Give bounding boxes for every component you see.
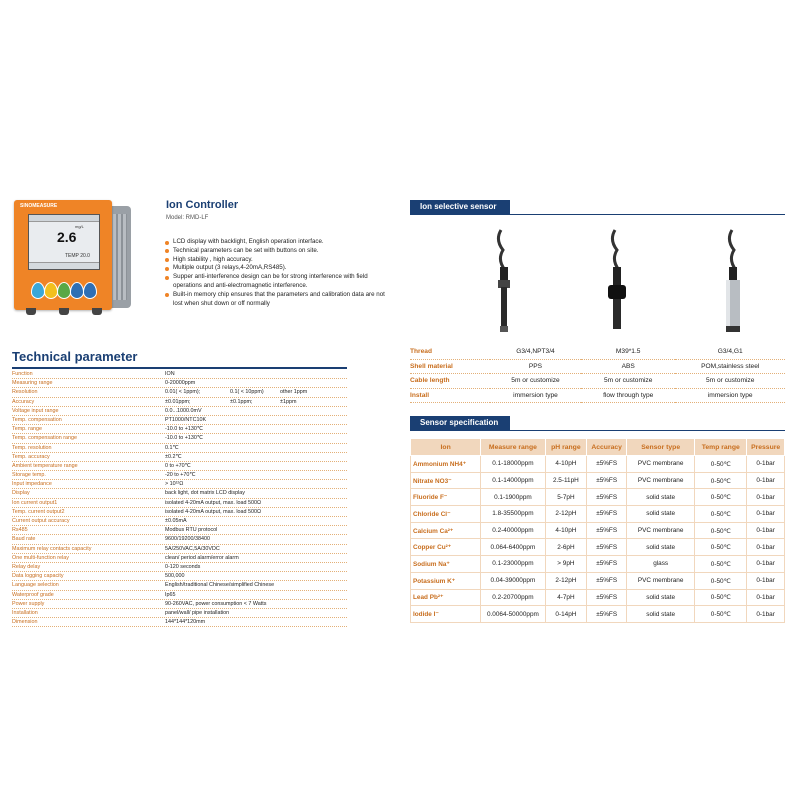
spec-cell: ±5%FS [587,539,627,556]
sensor-value: M39*1.5 [581,345,675,359]
spec-cell: ±5%FS [587,489,627,506]
device-brand: SINOMEASURE [20,203,58,209]
parameter-row [12,554,347,563]
sensor-spec-table [410,438,785,623]
parameter-name: One multi-function relay [12,554,69,561]
spec-cell: 0.04-39000ppm [481,572,545,589]
device-reading: 2.6 [57,229,77,245]
probe-immersion-stainless [726,230,740,332]
parameter-value: 0.0...1000.0mV [165,407,202,414]
spec-cell: 0-50℃ [695,456,747,473]
spec-cell: 0.1-18000ppm [481,456,545,473]
device-side-panel [109,206,131,308]
spec-cell: ±5%FS [587,589,627,606]
spec-cell: > 9pH [545,556,587,573]
spec-ion-name: Calcium Ca²⁺ [411,522,481,539]
parameter-name: Temp. resolution [12,444,52,451]
feature-item: Supper anti-interference design can be for strong interference with field operations and anti-electromagnetic interference. [164,273,394,291]
parameter-name: Temp. compensation [12,416,62,423]
parameter-name: Ion current output1 [12,499,58,506]
parameter-name: Temp. current output2 [12,508,65,515]
parameter-name: Accuracy [12,398,35,405]
parameter-value: 0.1( < 10ppm) [230,389,264,396]
parameter-value: isolated 4-20mA output, max. load 500Ω [165,508,262,515]
parameter-row [12,517,347,526]
spec-cell: PVC membrane [627,472,695,489]
spec-row [411,572,785,589]
parameter-value: -20 to +70℃ [165,472,196,479]
spec-ion-name: Chloride Cl⁻ [411,506,481,523]
spec-cell: 0-14pH [545,606,587,623]
parameter-value: back light, dot matrix LCD display [165,490,245,497]
spec-cell: 0-50℃ [695,472,747,489]
spec-cell: 0-50℃ [695,556,747,573]
parameter-row [12,453,347,462]
spec-cell: ±5%FS [587,556,627,573]
sensor-section-title: Ion selective sensor [410,200,510,214]
parameter-row [12,508,347,517]
parameter-value: ±0.05mA [165,518,187,524]
parameter-row [12,434,347,443]
parameter-row [12,609,347,618]
sensor-value: G3/4,NPT3/4 [490,345,581,359]
parameter-name: Temp. compensation range [12,435,78,442]
parameter-name: Temp. accuracy [12,453,50,460]
parameter-value: isolated 4-20mA output, max. load 500Ω [165,499,262,506]
spec-cell: 0.0064-50000ppm [481,606,545,623]
parameter-row [12,535,347,544]
spec-cell: ±5%FS [587,522,627,539]
spec-cell: 2-6pH [545,539,587,556]
parameter-row [12,425,347,434]
device-button-5 [83,282,97,299]
spec-cell: 0-50℃ [695,489,747,506]
sensor-value: 5m or customize [675,374,785,389]
spec-cell: solid state [627,539,695,556]
feature-item: LCD display with backlight, English operation interface. [164,238,394,247]
controller-device-image [14,200,132,315]
spec-column-header: pH range [545,439,587,456]
parameter-row [12,462,347,471]
parameter-name: Input impedance [12,481,52,488]
parameter-name: Display [12,490,30,497]
parameter-row [12,407,347,416]
parameter-row [12,480,347,489]
spec-cell: 0-1bar [747,489,785,506]
spec-cell: ±5%FS [587,506,627,523]
parameter-value: -10.0 to +130℃ [165,435,203,442]
parameter-name: Ambient temperature range [12,462,78,469]
spec-cell: PVC membrane [627,522,695,539]
spec-ion-name: Sodium Na⁺ [411,556,481,573]
spec-row [411,472,785,489]
spec-cell: 5-7pH [545,489,587,506]
spec-cell: glass [627,556,695,573]
parameter-row [12,563,347,572]
parameter-row [12,581,347,590]
parameter-name: Function [12,371,33,377]
sensor-row [410,374,785,389]
parameter-name: Measuring range [12,380,53,387]
sensor-probes-image [410,222,785,342]
spec-cell: solid state [627,606,695,623]
parameter-value: > 10¹²Ω [165,481,184,488]
parameter-name: Current output accuracy [12,518,70,524]
parameter-value: ION [165,371,175,377]
device-reading-unit: mg/L [75,224,84,229]
feature-item: High stability , high accuracy. [164,256,394,265]
parameter-value: 0 to +70℃ [165,462,191,469]
parameter-name: Baud rate [12,536,36,543]
spec-cell: PVC membrane [627,572,695,589]
parameter-value: 5A/250VAC,5A/30VDC [165,545,220,552]
parameter-value: other 1ppm [280,389,308,396]
spec-ion-name: Nitrate NO3⁻ [411,472,481,489]
spec-cell: 2-12pH [545,506,587,523]
parameter-value: English/traditional Chinese/simplified Chinese [165,582,275,589]
spec-row [411,606,785,623]
spec-row [411,456,785,473]
sensor-value: flow through type [581,388,675,403]
sensor-attribute: Install [410,388,490,403]
parameter-name: Relay delay [12,563,41,570]
parameter-value: clean/ period alarm/error alarm [165,554,239,561]
sensor-value: 5m or customize [490,374,581,389]
spec-column-header: Temp range [695,439,747,456]
parameter-row [12,618,347,627]
spec-ion-name: Ammonium NH4⁺ [411,456,481,473]
spec-cell: solid state [627,506,695,523]
technical-parameter-title: Technical parameter [12,349,138,364]
parameter-name: Waterproof grade [12,591,54,598]
sensor-value: 5m or customize [581,374,675,389]
spec-ion-name: Fluoride F⁻ [411,489,481,506]
spec-cell: 4-10pH [545,522,587,539]
spec-cell: 0-1bar [747,572,785,589]
parameter-value: 0.1℃ [165,444,179,451]
parameter-row [12,388,347,397]
spec-row [411,506,785,523]
parameter-value: 0.01( < 1ppm); [165,389,201,396]
probe-flow-through-abs [608,230,626,329]
sensor-value: immersion type [490,388,581,403]
device-lcd-screen [28,214,100,270]
sensor-attribute: Shell material [410,359,490,374]
sensor-value: ABS [581,359,675,374]
spec-cell: 0-1bar [747,539,785,556]
parameter-name: Resolution [12,389,38,396]
feature-item: Technical parameters can be set with buttons on site. [164,247,394,256]
sensor-attribute: Cable length [410,374,490,389]
parameter-row [12,600,347,609]
parameter-value: 0-120 seconds [165,563,201,570]
parameter-row [12,526,347,535]
device-cable-gland [26,308,36,315]
parameter-value: -10.0 to +130℃ [165,426,203,433]
spec-cell: 0-1bar [747,456,785,473]
spec-cell: 0.2-20700ppm [481,589,545,606]
spec-cell: 0-50℃ [695,506,747,523]
device-cable-gland [92,308,102,315]
spec-cell: 2-12pH [545,572,587,589]
sensor-value: immersion type [675,388,785,403]
parameter-row [12,444,347,453]
parameter-name: Maximum relay contacts capacity [12,545,92,552]
sensor-row [410,359,785,374]
parameter-value: ±0.2℃ [165,453,182,460]
parameter-name: Storage temp. [12,472,46,479]
spec-cell: 0.064-6400ppm [481,539,545,556]
technical-parameter-table [12,370,347,627]
feature-item: Built-in memory chip ensures that the parameters and calibration data are not lost when shut down or off normally [164,291,394,309]
spec-ion-name: Lead Pb²⁺ [411,589,481,606]
parameter-row [12,499,347,508]
feature-item: Multiple output (3 relays,4-20mA,RS485). [164,264,394,273]
sensor-row [410,388,785,403]
device-button-2 [44,282,58,299]
sensor-value: POM,stainless steel [675,359,785,374]
spec-row [411,589,785,606]
spec-header-row [411,439,785,456]
spec-cell: 0.1-1900ppm [481,489,545,506]
feature-list [164,238,394,308]
spec-cell: 0-50℃ [695,589,747,606]
spec-cell: 0-1bar [747,472,785,489]
device-button-1 [31,282,45,299]
spec-row [411,539,785,556]
spec-cell: 0-50℃ [695,539,747,556]
spec-cell: solid state [627,489,695,506]
device-temp-reading: 20.0 [80,253,90,259]
title-underline [12,367,347,369]
spec-cell: 0-1bar [747,606,785,623]
spec-cell: solid state [627,589,695,606]
spec-cell: 4-10pH [545,456,587,473]
parameter-value: 90-260VAC, power consumption < 7 Watts [165,600,267,607]
spec-cell: 0-1bar [747,522,785,539]
spec-ion-name: Iodide I⁻ [411,606,481,623]
parameter-row [12,572,347,581]
spec-cell: ±5%FS [587,606,627,623]
parameter-name: Power supply [12,600,45,607]
parameter-row [12,416,347,425]
spec-column-header: Ion [411,439,481,456]
spec-cell: ±5%FS [587,572,627,589]
parameter-name: Data logging capacity [12,573,64,580]
parameter-value: 0-20000ppm [165,380,196,387]
spec-cell: 0-1bar [747,589,785,606]
spec-cell: PVC membrane [627,456,695,473]
device-button-4 [70,282,84,299]
spec-cell: 0-1bar [747,506,785,523]
parameter-value: Modbus RTU protocol [165,527,218,534]
parameter-value: 144*144*120mm [165,619,206,626]
spec-ion-name: Potassium K⁺ [411,572,481,589]
spec-cell: ±5%FS [587,472,627,489]
spec-cell: 0.1-23000ppm [481,556,545,573]
parameter-value: panel/wall/ pipe installation [165,609,230,616]
parameter-value: ±1ppm [280,398,297,405]
sensor-attribute: Thread [410,345,490,359]
controller-model: Model: RMD-LF [166,215,209,221]
spec-column-header: Measure range [481,439,545,456]
spec-cell: 0-50℃ [695,522,747,539]
spec-cell: 0-1bar [747,556,785,573]
spec-column-header: Accuracy [587,439,627,456]
device-temp-label: TEMP [65,253,79,259]
spec-cell: ±5%FS [587,456,627,473]
sensor-table [410,345,785,403]
device-button-3 [57,282,71,299]
parameter-name: Voltage input range [12,407,59,414]
parameter-row [12,471,347,480]
spec-section-header [410,416,785,431]
parameter-value: ±0.1ppm; [230,398,253,405]
spec-cell: 0.2-40000ppm [481,522,545,539]
parameter-name: Rs485 [12,527,28,534]
parameter-row [12,379,347,388]
spec-ion-name: Copper Cu²⁺ [411,539,481,556]
spec-cell: 0-50℃ [695,572,747,589]
sensor-section-header [410,200,785,215]
parameter-value: Ip65 [165,591,176,598]
device-front-panel [14,200,112,310]
parameter-row [12,370,347,379]
parameter-row [12,545,347,554]
sensor-value: G3/4,G1 [675,345,785,359]
parameter-name: Temp. range [12,426,42,433]
spec-column-header: Sensor type [627,439,695,456]
controller-title: Ion Controller [166,199,239,211]
parameter-value: PT1000/NTC10K [165,416,207,423]
spec-cell: 2.5-11pH [545,472,587,489]
spec-cell: 1.8-35500ppm [481,506,545,523]
parameter-value: ±0.01ppm; [165,398,191,405]
spec-column-header: Pressure [747,439,785,456]
spec-section-title: Sensor specification [410,416,510,430]
device-cable-gland [59,308,69,315]
parameter-row [12,591,347,600]
spec-cell: 0.1-14000ppm [481,472,545,489]
parameter-name: Installation [12,609,38,616]
spec-row [411,522,785,539]
spec-cell: 4-7pH [545,589,587,606]
parameter-name: Language selection [12,582,59,589]
parameter-value: 9600/19200/38400 [165,536,210,543]
probe-immersion-pps [498,230,510,332]
parameter-row [12,398,347,407]
spec-row [411,556,785,573]
parameter-value: 500,000 [165,573,185,580]
spec-cell: 0-50℃ [695,606,747,623]
sensor-row [410,345,785,359]
parameter-row [12,489,347,498]
sensor-value: PPS [490,359,581,374]
spec-row [411,489,785,506]
parameter-name: Dimension [12,619,38,626]
